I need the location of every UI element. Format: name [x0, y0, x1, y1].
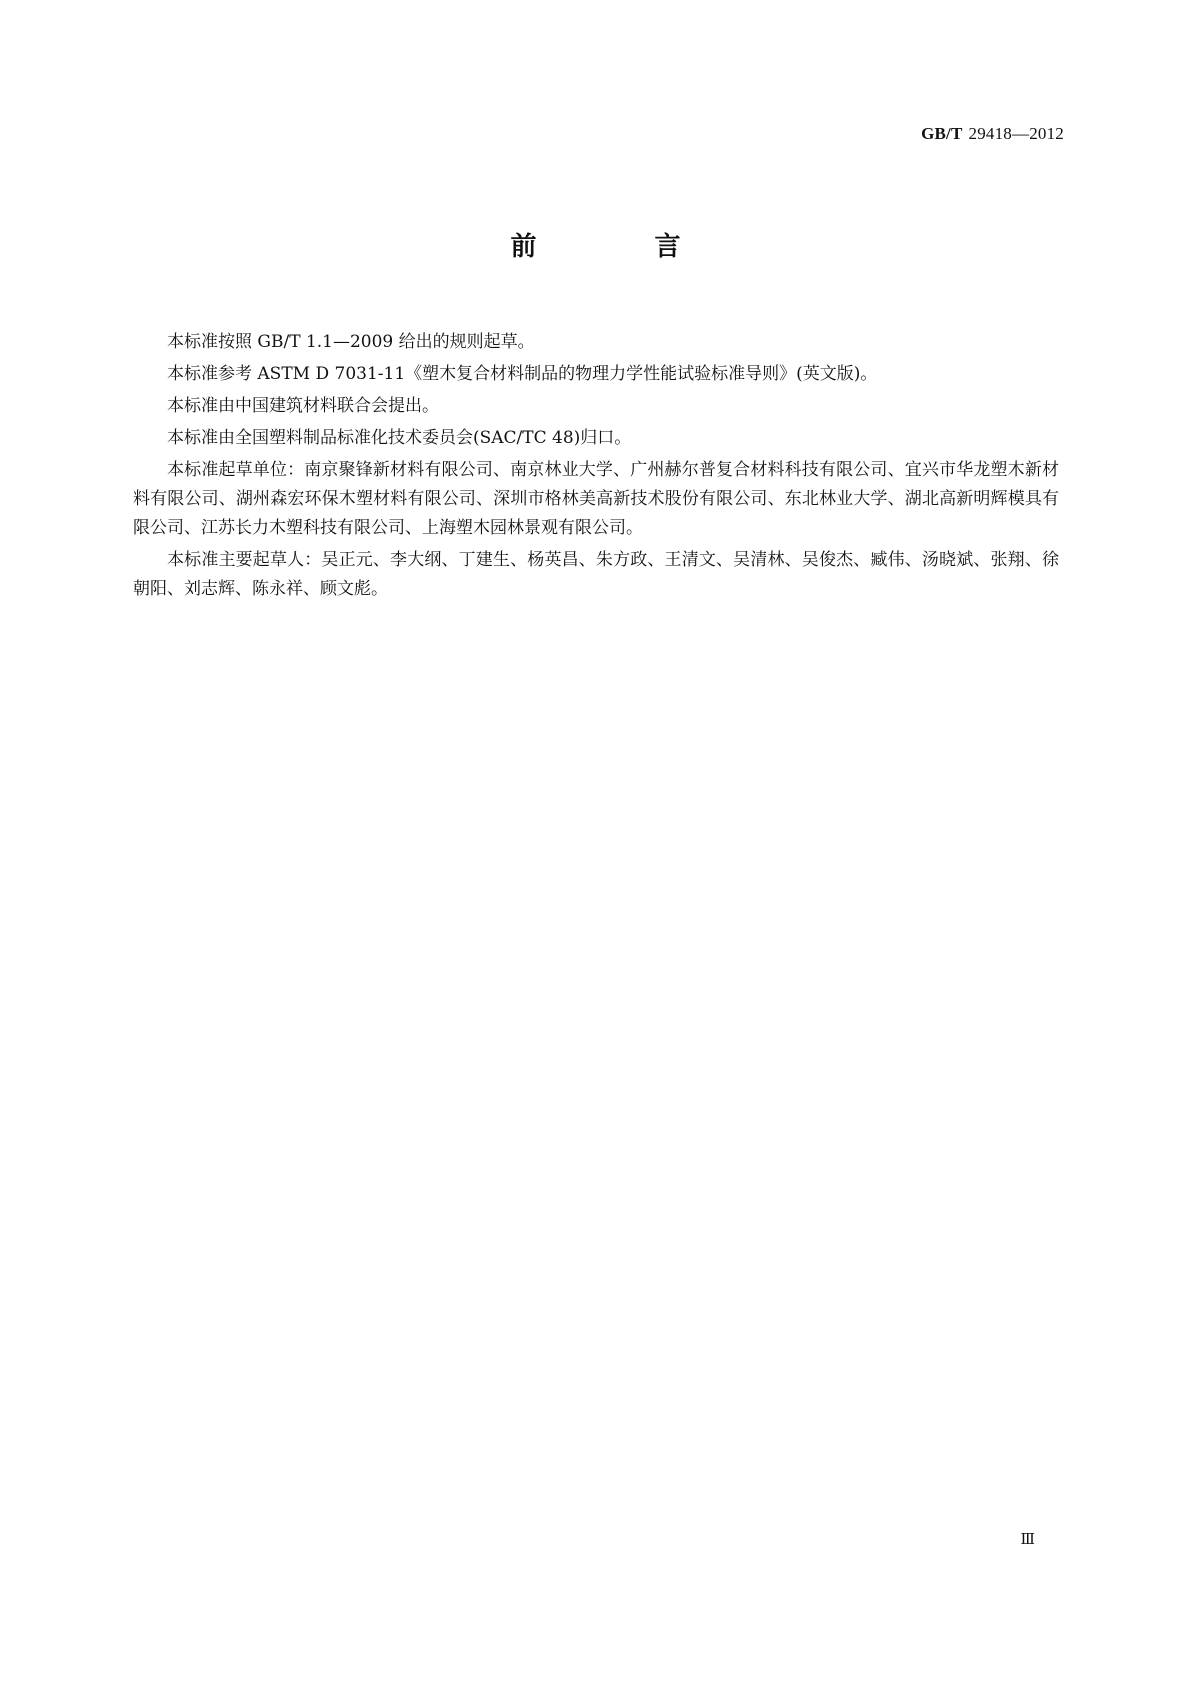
standard-code-header [921, 124, 1064, 144]
page-title: 前 言 [510, 232, 727, 262]
paragraph-reference: 本标准参考 ASTM D 7031-11《塑木复合材料制品的物理力学性能试验标准导则》(英文版)。 [167, 364, 878, 384]
paragraph-drafting-rules: 本标准按照 GB/T 1.1—2009 给出的规则起草。 [167, 332, 535, 352]
foreword-body [133, 328, 1059, 607]
standard-code-prefix: GB/T [921, 124, 963, 143]
page-number: Ⅲ [1020, 1530, 1035, 1548]
paragraph-administered-by: 本标准由全国塑料制品标准化技术委员会(SAC/TC 48)归口。 [167, 428, 632, 448]
paragraph-drafters: 本标准主要起草人：吴正元、李大纲、丁建生、杨英昌、朱方政、王清文、吴清林、吴俊杰、臧伟、汤晓斌、张翔、徐朝阳、刘志辉、陈永祥、顾文彪。 [133, 550, 1059, 599]
paragraph-drafting-units: 本标准起草单位：南京聚锋新材料有限公司、南京林业大学、广州赫尔普复合材料科技有限公司、宜兴市华龙塑木新材料有限公司、湖州森宏环保木塑材料有限公司、深圳市格林美高新技术股份有限公司、东北林业大学、湖北高新明辉模具有限公司、江苏长力木塑科技有限公司、上海塑木园林景观有限公司。 [133, 460, 1059, 538]
paragraph-proposed-by: 本标准由中国建筑材料联合会提出。 [167, 396, 439, 416]
standard-code-number: 29418—2012 [968, 124, 1064, 143]
